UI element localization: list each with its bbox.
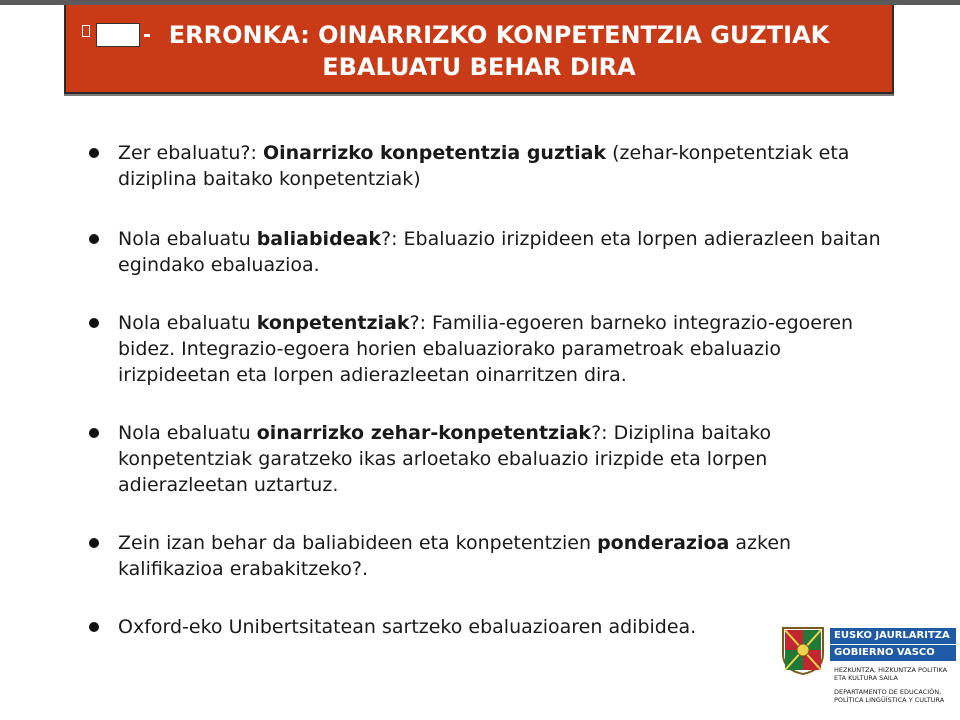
bullet-text <box>118 530 888 582</box>
bullet-text-post: ?: Diziplina baitako konpetentziak garatzeko ikas arloetako ebaluazio irizpide eta lorpen adierazleetan uztartuz. <box>118 422 772 496</box>
bullet-text-pre: Zer ebaluatu?: <box>118 142 263 164</box>
logo-dept-eu: HEZKUNTZA, HIZKUNTZA POLITIKA ETA KULTURA SAILA <box>834 666 948 682</box>
coat-of-arms-icon <box>780 624 826 676</box>
bullet-text-pre: Oxford-eko Unibertsitatean sartzeko ebaluazioaren adibidea. <box>118 616 697 638</box>
bullet-text <box>118 614 888 640</box>
bullet-text-post: azken kalifikazioa erabakitzeko?. <box>118 532 792 580</box>
bullet-text <box>118 226 888 278</box>
page-title <box>66 19 892 83</box>
bullet-text-bold: Oinarrizko konpetentzia guztiak <box>262 142 607 164</box>
logo-line-2: GOBIERNO VASCO <box>830 645 956 661</box>
bullet-text-bold: baliabideak <box>256 228 382 250</box>
logo-dept-es: DEPARTAMENTO DE EDUCACIÓN, POLÍTICA LINGÜÍSTICA Y CULTURA <box>834 688 945 704</box>
bullet-text-bold: konpetentziak <box>256 312 410 334</box>
bullet-text-bold: oinarrizko zehar-konpetentziak <box>256 422 592 444</box>
bullet-text <box>118 310 888 388</box>
bullet-text-post: (zehar-konpetentziak eta diziplina baitako konpetentziak) <box>118 142 850 190</box>
bullet-text-pre: Zein izan behar da baliabideen eta konpetentzien <box>118 532 598 554</box>
bullet-text <box>118 420 888 498</box>
bullet-icon <box>89 428 99 438</box>
bullet-icon <box>89 538 99 548</box>
bullet-text-post: ?: Ebaluazio irizpideen eta lorpen adierazleen baitan egindako ebaluazioa. <box>118 228 881 276</box>
bullet-text <box>118 140 888 192</box>
title-banner <box>64 5 894 94</box>
bullet-text-pre: Nola ebaluatu <box>118 422 257 444</box>
bullet-icon <box>89 318 99 328</box>
government-logo <box>776 622 960 720</box>
bullet-text-bold: ponderazioa <box>597 532 730 554</box>
bullet-icon <box>89 148 99 158</box>
bullet-icon <box>89 622 99 632</box>
logo-line-1: EUSKO JAURLARITZA <box>830 628 956 644</box>
bullet-text-post: ?: Familia-egoeren barneko integrazio-egoeren bidez. Integrazio-egoera horien ebaluaziorako parametroak ebaluazio irizpideetan eta lorpen adierazleetan oinarritzen dira. <box>118 312 854 386</box>
bullet-icon <box>89 234 99 244</box>
bullet-text-pre: Nola ebaluatu <box>118 312 257 334</box>
title-line-2: EBALUATU BEHAR DIRA <box>322 53 636 81</box>
title-line-1: ERRONKA: OINARRIZKO KONPETENTZIA GUZTIAK <box>168 21 830 49</box>
bullet-text-pre: Nola ebaluatu <box>118 228 257 250</box>
